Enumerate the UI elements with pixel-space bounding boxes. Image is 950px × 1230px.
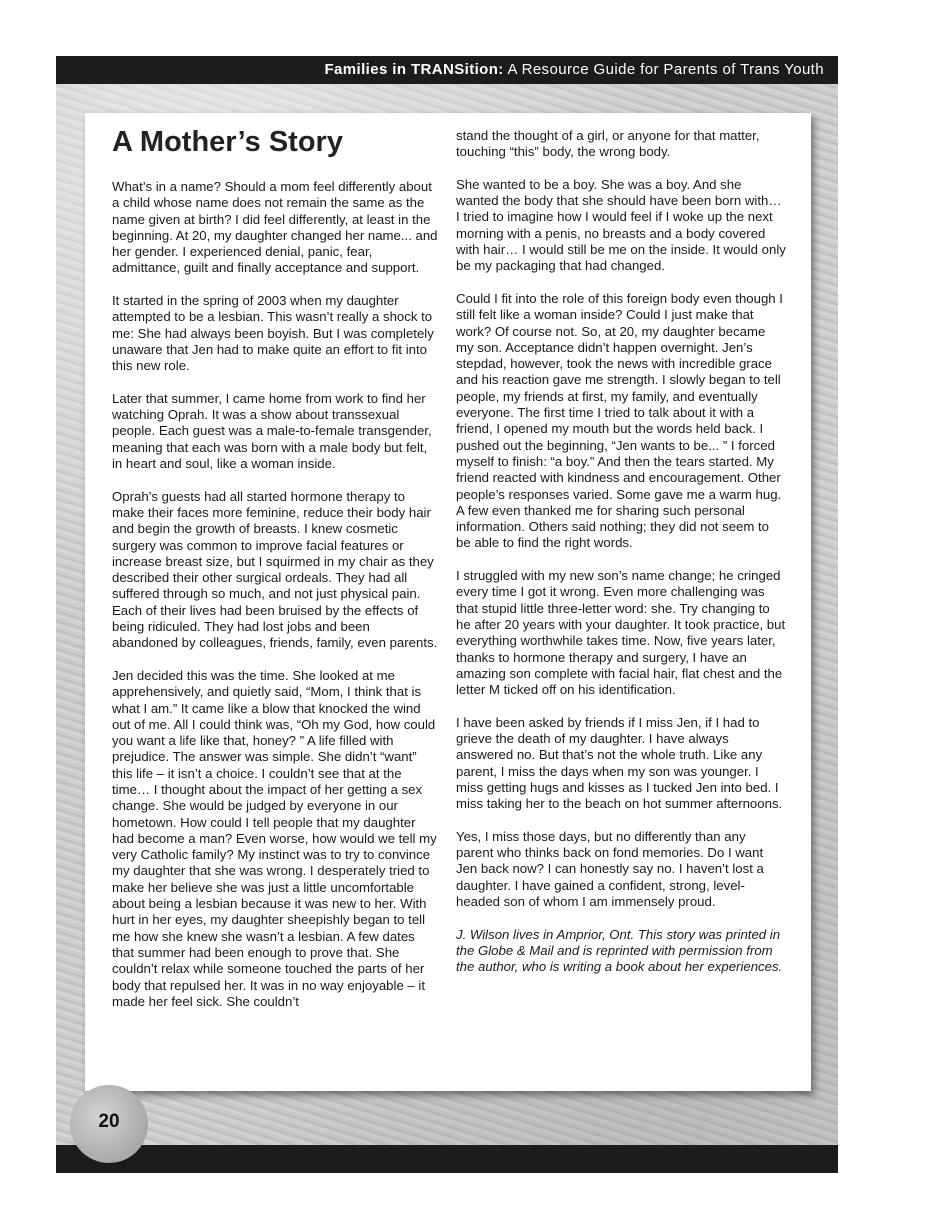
right-column — [456, 128, 786, 992]
author-byline: J. Wilson lives in Amprior, Ont. This story was printed in the Globe & Mail and is reprinted with permission from the author, who is writing a book about her experiences. — [456, 926, 783, 975]
footer-bar — [56, 1145, 838, 1173]
paragraph: Oprah’s guests had all started hormone therapy to make their faces more feminine, reduce their body hair and begin the growth of breasts. I knew cosmetic surgery was common to improve facial features or increase breast size, but I squirmed in my chair as they described their other surgical ordeals. They had all suffered through so much, and not just physical pain. Each of their lives had been bruised by the effects of being ridiculed. They had lost jobs and been abandoned by colleagues, friends, family, even parents. — [112, 488, 438, 651]
paragraph: What’s in a name? Should a mom feel differently about a child whose name does not remain the same as the name given at birth? I did feel differently, at least in the beginning. At 20, my daughter changed her name... and her gender. I experienced denial, panic, fear, admittance, guilt and finally acceptance and support. — [112, 179, 438, 276]
paragraph: I struggled with my new son’s name change; he cringed every time I got it wrong. Even more challenging was that stupid little three-letter word: she. Try changing to he after 20 years with your daughter. It took practice, but everything worthwhile takes time. Now, five years later, thanks to hormone therapy and surgery, I have an amazing son complete with facial hair, flat chest and the letter M ticked off on his identification. — [456, 568, 786, 698]
header-bar — [56, 56, 838, 84]
paragraph: Jen decided this was the time. She looked at me apprehensively, and quietly said, “Mom, I think that is what I am.” It came like a blow that knocked the wind out of me. All I could think was, “Oh my God, how could you want a life like that, honey? ” A life filled with prejudice. The answer was simple. She didn’t “want” this life – it isn’t a choice. I couldn’t see that at the time… I thought about the impact of her getting a sex change. She would be judged by everyone in our hometown. How could I tell people that my daughter had become a man? Even worse, how would we tell my very Catholic family? My instinct was to try to convince my daughter that she was wrong. I desperately tried to make her believe she was just a little uncomfortable about being a lesbian because it was new to her. With hurt in her eyes, my daughter sheepishly began to tell me how she knew she wasn’t a lesbian. A few dates that summer had been enough to prove that. She couldn’t relax while someone touched the parts of her body that repulsed her. It was in no way enjoyable – it made her feel sick. She couldn’t — [112, 667, 437, 1009]
page-number: 20 — [98, 1111, 120, 1132]
paragraph: Later that summer, I came home from work to find her watching Oprah. It was a show about transsexual people. Each guest was a male-to-female transgender, meaning that each was born with a male body but felt, in heart and soul, like a woman inside. — [112, 390, 432, 472]
article-title: A Mother’s Story — [112, 126, 343, 158]
page-background — [56, 56, 838, 1173]
paragraph: It started in the spring of 2003 when my daughter attempted to be a lesbian. This wasn’t really a shock to me: She had always been boyish. But I was completely unaware that Jen had to make quite an effort to fit into this new role. — [112, 293, 434, 374]
running-header — [324, 61, 824, 78]
paragraph: She wanted to be a boy. She was a boy. And she wanted the body that she should have been born with… I tried to imagine how I would feel if I woke up the next morning with a penis, no breasts and a body covered with hair… I would still be me on the inside. It would only be my packaging that had changed. — [456, 176, 786, 274]
header-title: Families in TRANSition: — [324, 61, 504, 78]
paragraph: stand the thought of a girl, or anyone for that matter, touching “this” body, the wrong body. — [456, 128, 760, 160]
paragraph: Yes, I miss those days, but no differently than any parent who thinks back on fond memories. Do I want Jen back now? I can honestly say no. I haven’t lost a daughter. I have gained a confident, strong, level-headed son of whom I am immensely proud. — [456, 828, 764, 909]
page-number-badge — [70, 1085, 148, 1163]
article-card — [85, 113, 811, 1091]
header-subtitle: A Resource Guide for Parents of Trans Youth — [503, 61, 824, 78]
paragraph: Could I fit into the role of this foreign body even though I still felt like a woman inside? Could I just make that work? Of course not. So, at 20, my daughter became my son. Acceptance didn’t happen overnight. Jen’s stepdad, however, took the news with incredible grace and his reaction gave me strength. I slowly began to tell people, my friends at first, my family, and eventually everyone. The first time I tried to talk about it with a friend, I opened my mouth but the words held back. I pushed out the beginning, “Jen wants to be... ” I forced myself to finish: “a boy.” And then the tears started. My friend reacted with kindness and encouragement. Other people’s responses varied. Some gave me a warm hug. A few even thanked me for sharing such personal information. Others said nothing; they did not seem to be able to find the right words. — [456, 290, 783, 551]
left-column — [112, 113, 438, 1026]
paragraph: I have been asked by friends if I miss Jen, if I had to grieve the death of my daughter. I have always answered no. But that’s not the whole truth. Like any parent, I miss the days when my son was younger. I miss getting hugs and kisses as I tucked Jen into bed. I miss taking her to the beach on hot summer afternoons. — [456, 714, 783, 812]
